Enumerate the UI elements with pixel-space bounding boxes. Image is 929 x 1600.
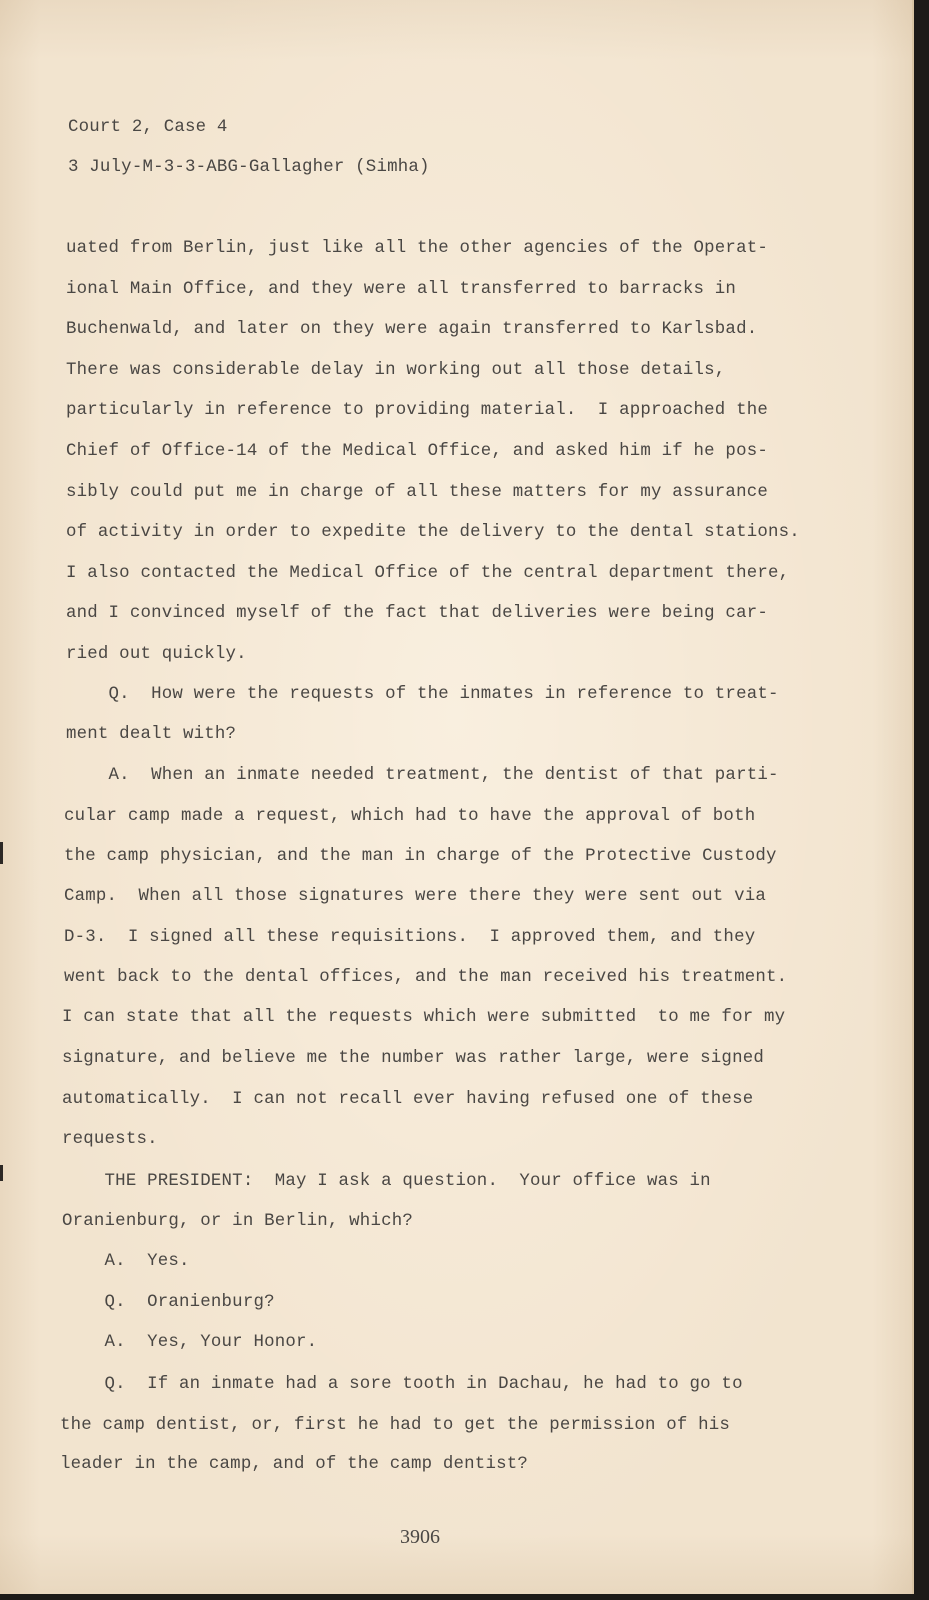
header-court: Court 2, Case 4: [68, 118, 228, 137]
body-line: leader in the camp, and of the camp dentist?: [60, 1455, 528, 1474]
body-line: Q. How were the requests of the inmates in reference to treat-: [66, 685, 779, 704]
body-line: THE PRESIDENT: May I ask a question. Your office was in: [62, 1172, 711, 1191]
body-line: automatically. I can not recall ever having refused one of these: [62, 1090, 754, 1109]
body-line: of activity in order to expedite the delivery to the dental stations.: [66, 523, 800, 542]
body-line: Q. If an inmate had a sore tooth in Dachau, he had to go to: [62, 1375, 743, 1394]
body-line: I also contacted the Medical Office of the central department there,: [66, 564, 790, 583]
body-line: I can state that all the requests which were submitted to me for my: [62, 1008, 786, 1027]
body-line: Oranienburg, or in Berlin, which?: [62, 1212, 413, 1231]
body-line: A. When an inmate needed treatment, the dentist of that parti-: [66, 766, 779, 785]
body-line: the camp physician, and the man in charge of the Protective Custody: [64, 847, 777, 866]
body-line: uated from Berlin, just like all the other agencies of the Operat-: [66, 239, 768, 258]
body-line: requests.: [62, 1130, 158, 1149]
body-line: cular camp made a request, which had to have the approval of both: [64, 807, 756, 826]
edge-mark: [0, 1165, 3, 1181]
body-line: A. Yes.: [62, 1252, 190, 1271]
body-line: went back to the dental offices, and the man received his treatment.: [64, 968, 788, 987]
body-line: ried out quickly.: [66, 645, 247, 664]
body-line: Buchenwald, and later on they were again transferred to Karlsbad.: [66, 320, 758, 339]
body-line: Q. Oranienburg?: [62, 1293, 275, 1312]
body-line: There was considerable delay in working out all those details,: [66, 361, 726, 380]
body-line: ional Main Office, and they were all transferred to barracks in: [66, 280, 737, 299]
body-line: the camp dentist, or, first he had to get the permission of his: [60, 1416, 731, 1435]
body-line: ment dealt with?: [66, 725, 237, 744]
body-line: Chief of Office-14 of the Medical Office, and asked him if he pos-: [66, 442, 768, 461]
body-line: signature, and believe me the number was rather large, were signed: [62, 1049, 764, 1068]
body-line: sibly could put me in charge of all these matters for my assurance: [66, 483, 768, 502]
edge-mark: [0, 842, 3, 864]
body-line: A. Yes, Your Honor.: [62, 1333, 318, 1352]
body-line: Camp. When all those signatures were there they were sent out via: [64, 887, 766, 906]
header-session: 3 July-M-3-3-ABG-Gallagher (Simha): [68, 158, 430, 177]
body-line: D-3. I signed all these requisitions. I approved them, and they: [64, 928, 756, 947]
page-number: 3906: [400, 1526, 440, 1548]
body-line: particularly in reference to providing material. I approached the: [66, 401, 768, 420]
body-line: and I convinced myself of the fact that deliveries were being car-: [66, 604, 768, 623]
